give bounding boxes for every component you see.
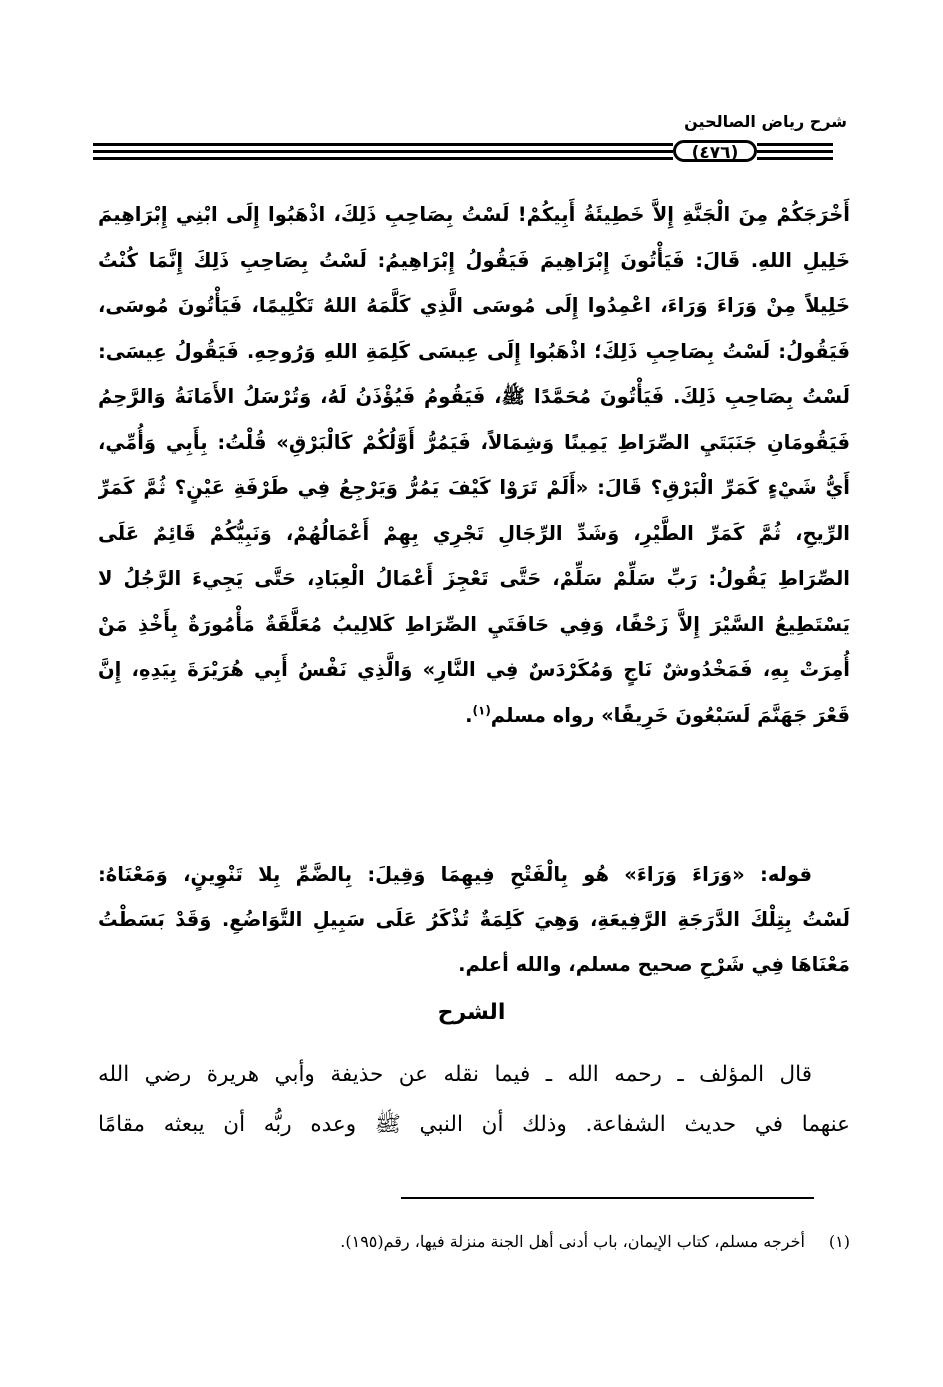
- header-rule: [93, 140, 833, 164]
- header-rule-line: [93, 150, 673, 153]
- hadith-line: يَسْتَطِيعُ السَّيْرَ إِلاَّ زَحْفًا، وَفِي حَافَتَيِ الصِّرَاطِ كَلالِيبُ مُعَلَّقَةٌ مَأْمُورَةٌ بِأَخْذِ مَنْ: [98, 612, 850, 636]
- sharh-text: [98, 1050, 850, 1150]
- footnote-text: أخرجه مسلم، كتاب الإيمان، باب أدنى أهل الجنة منزلة فيها، رقم(١٩٥).: [340, 1232, 805, 1251]
- footnote-reference: (١): [472, 703, 491, 717]
- commentary-line: لَسْتُ بِتِلْكَ الدَّرَجَةِ الرَّفِيعَةِ، وَهِيَ كَلِمَةٌ تُذْكَرُ عَلَى سَبِيلِ التَّوَاضُعِ. وَقَدْ بَسَطْتُ: [98, 908, 850, 931]
- hadith-line: لَسْتُ بِصَاحِبِ ذَلِكَ. فَيَأْتُونَ مُحَمَّدًا ﷺ، فَيَقُومُ فَيُؤْذَنُ لَهُ، وَتُرْسَلُ الأَمَانَةُ وَالرَّحِمُ: [98, 385, 850, 408]
- header-rule-line: [757, 150, 833, 153]
- header-rule-line: [757, 143, 833, 146]
- hadith-line-text: قَعْرَ جَهَنَّمَ لَسَبْعُونَ خَرِيفًا» رواه مسلم: [490, 703, 850, 727]
- commentary-line: مَعْنَاهَا فِي شَرْحِ صحيح مسلم، والله أعلم.: [458, 953, 850, 976]
- hadith-line: أَيُّ شَيْءٍ كَمَرِّ الْبَرْقِ؟ قَالَ: «أَلَمْ تَرَوْا كَيْفَ يَمُرُّ وَيَرْجِعُ فِي طَرْفَةِ عَيْنٍ؟ ثُمَّ كَمَرِّ: [98, 476, 850, 499]
- hadith-last-line: [98, 693, 850, 739]
- footnote: [98, 1232, 850, 1251]
- hadith-line: الصِّرَاطِ يَقُولُ: رَبِّ سَلِّمْ سَلِّمْ، حَتَّى تَعْجِزَ أَعْمَالُ الْعِبَادِ، حَتَّى يَجِيءَ الرَّجُلُ لا: [98, 567, 850, 590]
- hadith-line: خَلِيلاً مِنْ وَرَاءَ وَرَاءَ، اعْمِدُوا إِلَى مُوسَى الَّذِي كَلَّمَهُ اللهُ تَكْلِيمًا، فَيَأْتُونَ مُوسَى،: [98, 294, 850, 317]
- hadith-line: أُمِرَتْ بِهِ، فَمَخْدُوشٌ نَاجٍ وَمُكَرْدَسٌ فِي النَّارِ» وَالَّذِي نَفْسُ أَبِي هُرَيْرَةَ بِيَدِهِ، إِنَّ: [98, 658, 850, 681]
- hadith-line: فَيَقُومَانِ جَنَبَتَيِ الصِّرَاطِ يَمِينًا وَشِمَالاً، فَيَمُرُّ أَوَّلُكُمْ كَالْبَرْقِ» قُلْتُ: بِأَبِي وَأُمِّي،: [98, 430, 850, 454]
- sharh-line: عنهما في حديث الشفاعة. وذلك أن النبي ﷺ وعده ربُّه أن يبعثه مقامًا: [98, 1112, 850, 1137]
- hadith-line: فَيَقُولُ: لَسْتُ بِصَاحِبِ ذَلِكَ؛ اذْهَبُوا إِلَى عِيسَى كَلِمَةِ اللهِ وَرُوحِهِ. فَيَقُولُ عِيسَى:: [98, 339, 850, 363]
- running-title: شرح رياض الصالحين: [684, 112, 847, 131]
- hadith-line: أَخْرَجَكُمْ مِنَ الْجَنَّةِ إِلاَّ خَطِيئَةُ أَبِيكُمْ! لَسْتُ بِصَاحِبِ ذَلِكَ، اذْهَبُوا إِلَى ابْنِي إِبْرَاهِيمَ: [98, 203, 850, 226]
- commentary-text: [98, 852, 850, 987]
- header-rule-line: [757, 157, 833, 160]
- page-number: (٤٧٦): [673, 140, 757, 162]
- hadith-end-mark: .: [465, 703, 473, 727]
- header-rule-line: [93, 143, 673, 146]
- footnote-separator: [401, 1197, 814, 1199]
- commentary-line: قوله: «وَرَاءَ وَرَاءَ» هُو بِالْفَتْحِ فِيهِمَا وَقِيلَ: بِالضَّمِّ بِلا تَنْوِينٍ، وَمَعْنَاهُ:: [98, 863, 812, 886]
- header-rule-line: [93, 157, 673, 160]
- section-heading: الشرح: [437, 1000, 506, 1025]
- footnote-number: (١): [828, 1232, 850, 1251]
- sharh-line: قال المؤلف ـ رحمه الله ـ فيما نقله عن حذيفة وأبي هريرة رضي الله: [98, 1062, 812, 1087]
- hadith-line: الرِّيحِ، ثُمَّ كَمَرِّ الطَّيْرِ، وَشَدِّ الرِّجَالِ تَجْرِي بِهِمْ أَعْمَالُهُمْ، وَنَبِيُّكُمْ قَائِمٌ عَلَى: [98, 521, 850, 545]
- hadith-line: خَلِيلِ اللهِ. قَالَ: فَيَأْتُونَ إِبْرَاهِيمَ فَيَقُولُ إِبْرَاهِيمُ: لَسْتُ بِصَاحِبِ ذَلِكَ إِنَّمَا كُنْتُ: [98, 248, 850, 272]
- hadith-text: [98, 192, 850, 738]
